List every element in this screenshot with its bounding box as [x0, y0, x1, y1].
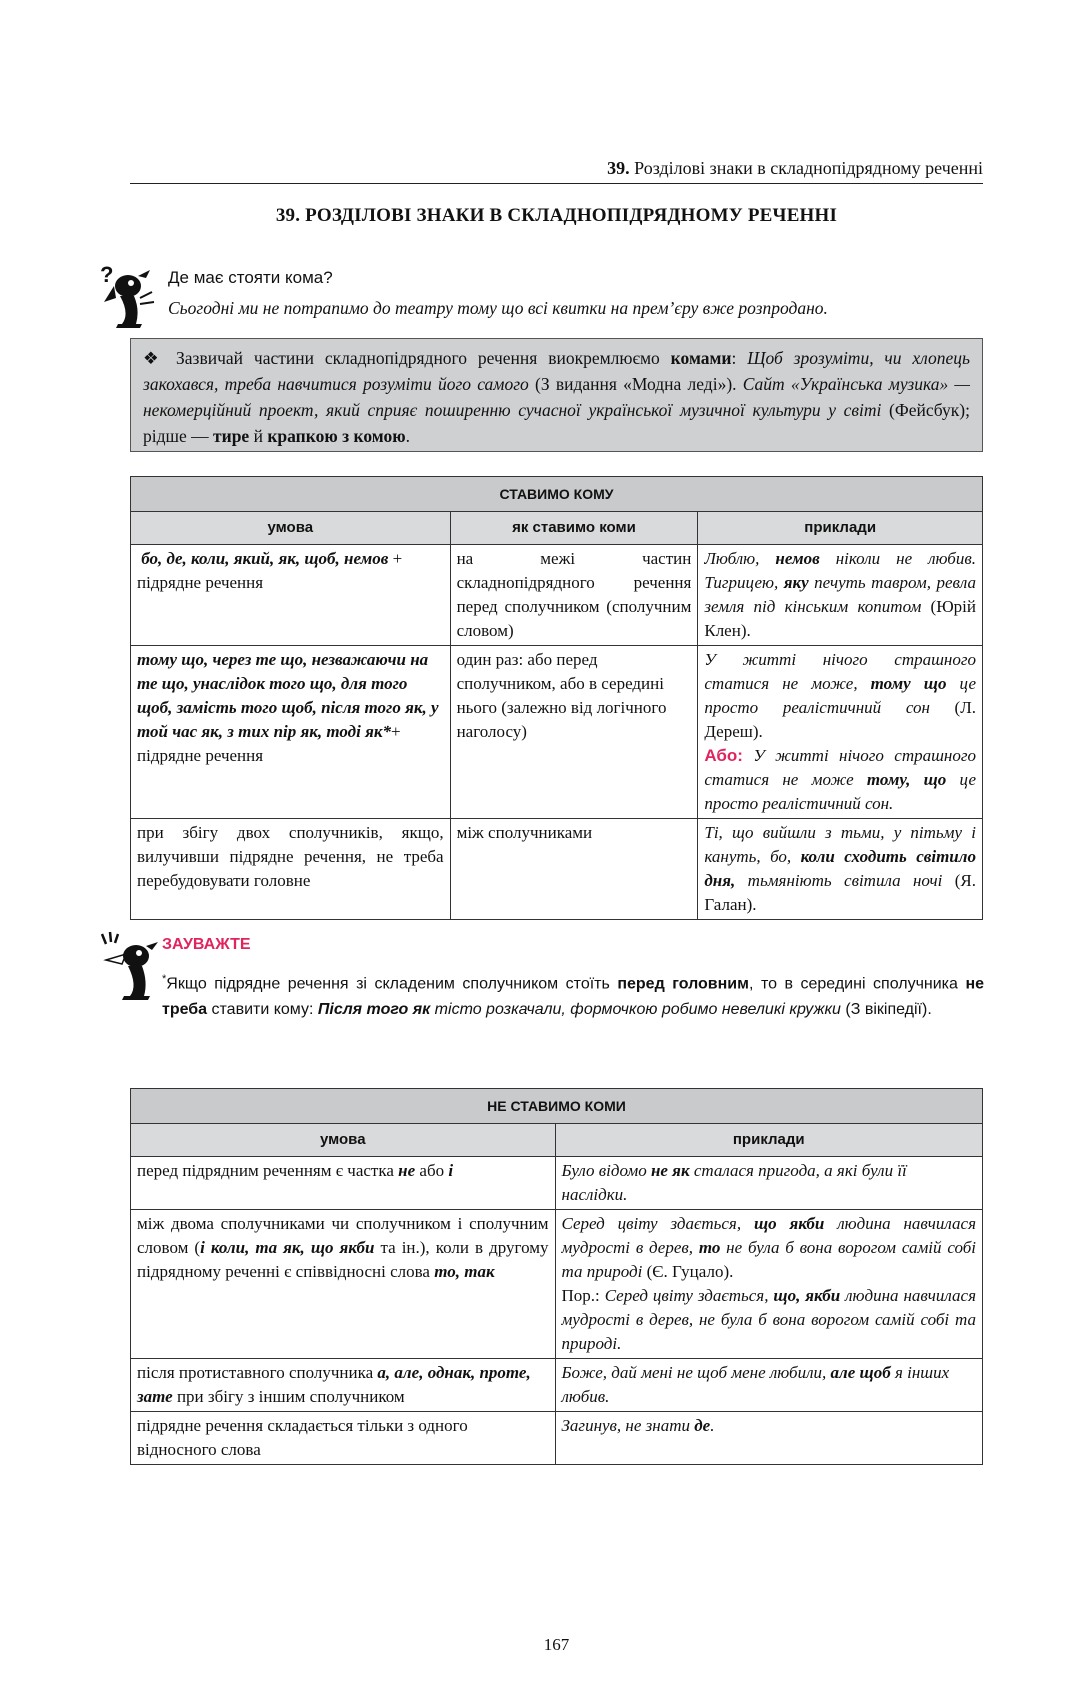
example-text: печуть тавром, ревла земля під кінським копитом — [704, 573, 976, 616]
conjunctions: і коли, та як, що якби — [200, 1238, 375, 1257]
note-bold: перед головним — [617, 975, 749, 993]
example-bold: коли сходить світило дня, — [704, 847, 976, 890]
example-cell — [555, 1210, 982, 1359]
example-text: це просто реалістичний сон — [704, 674, 977, 717]
example-text: тьмяніють світила ночі — [735, 871, 943, 890]
column-header: приклади — [698, 512, 983, 545]
condition-cell: при збігу двох сполучників, якщо, вилучивши підрядне речення, не треба перебудовувати головне — [131, 819, 451, 920]
column-header: приклади — [555, 1124, 982, 1157]
condition-cell — [131, 545, 451, 646]
table-row — [131, 1412, 983, 1465]
particle: не — [398, 1161, 416, 1180]
running-head-text: Розділові знаки в складнопідрядному реченні — [629, 158, 983, 178]
particle: і — [448, 1161, 454, 1180]
note-italic: тісто розкачали, формочкою робимо невеликі кружки — [430, 1001, 841, 1019]
how-cell: між сполучниками — [450, 819, 698, 920]
example-bold: немов — [775, 549, 820, 568]
example-text: ніколи не любив. Тигрицею, — [704, 549, 976, 592]
table-row — [131, 1359, 983, 1412]
rule-box — [130, 338, 983, 452]
example-bold: тому, що — [866, 770, 947, 789]
example-text: Загинув, не знати — [561, 1416, 695, 1435]
column-header: умова — [131, 512, 451, 545]
example-text: Ті, що вийшли з тьми, у пітьму і кануть, бо, — [704, 823, 976, 866]
question-prompt: Де має стояти кома? — [168, 268, 333, 287]
example-source: (Я. Галан). — [704, 871, 977, 914]
example-text: сталася пригода, а які були її наслідки. — [561, 1161, 907, 1204]
condition-text: при збігу з іншим сполучником — [172, 1387, 405, 1406]
column-header: умова — [131, 1124, 556, 1157]
example-cell — [555, 1412, 982, 1465]
table-row — [131, 1157, 983, 1210]
example-text: Люблю, — [704, 549, 776, 568]
condition-cell — [131, 1157, 556, 1210]
example-text: Серед цвіту здається, — [561, 1214, 754, 1233]
compare-label: Пор.: — [561, 1286, 600, 1305]
example-bold: де — [694, 1416, 711, 1435]
rule-source: (З видання «Модна леді»). — [528, 374, 743, 394]
rule-example: Сайт «Українська музика» — некомерційний проект, який сприяє поширенню сучасної української музичної культури у світі — [143, 374, 970, 420]
condition-cell — [131, 1210, 556, 1359]
note-bold: не треба — [162, 975, 985, 1019]
example-cell — [698, 545, 983, 646]
example-bold: то — [698, 1238, 721, 1257]
or-label: Або: — [704, 746, 743, 765]
rule-bold: комами — [670, 348, 732, 368]
example-cell — [698, 646, 983, 819]
table-row — [131, 646, 983, 819]
example-source: (Л. Дереш). — [704, 698, 976, 741]
example-bold: не як — [650, 1161, 690, 1180]
rule-example: Щоб зрозуміти, чи хлопець закохався, треба навчитися розуміти його самого — [143, 348, 970, 394]
example-source: (Юрій Клен). — [704, 597, 976, 640]
example-text: Боже, дай мені не щоб мене любили, — [561, 1363, 831, 1382]
table-row — [131, 545, 983, 646]
conjunctions: тому що, через те що, незважаючи на те що, унаслідок того що, для того щоб, замість того щоб, після того як, у той час як, з тих пір як, тоді як* — [137, 650, 439, 741]
question-sentence: Сьогодні ми не потрапимо до театру тому що всі квитки на прем’єру вже розпродано. — [168, 298, 828, 318]
table-put-comma — [130, 476, 983, 920]
condition-text: після протиставного сполучника — [137, 1363, 378, 1382]
thinking-bird-icon — [100, 262, 160, 330]
condition-text: перед підрядним реченням є частка — [137, 1161, 399, 1180]
rule-text: . — [405, 426, 410, 446]
how-cell: на межі частин складнопідрядного речення перед сполучником (сполучним словом) — [450, 545, 698, 646]
example-text: У житті нічого страшного статися не може, — [704, 650, 976, 693]
example-bold: що якби — [753, 1214, 825, 1233]
example-text: не була б вона ворогом самій собі та природі — [561, 1238, 976, 1281]
footnote-star: * — [162, 973, 167, 985]
diamond-bullet-icon: ❖ — [143, 348, 166, 368]
example-text: Серед цвіту здається, — [599, 1286, 774, 1305]
example-cell — [555, 1359, 982, 1412]
svg-text:?: ? — [100, 262, 114, 287]
correlative-words: то, так — [434, 1262, 495, 1281]
exclaiming-bird-icon — [100, 930, 166, 1004]
example-bold: яку — [783, 573, 809, 592]
example-cell — [698, 819, 983, 920]
running-head-number: 39. — [607, 158, 630, 178]
example-source: (Є. Гуцало). — [642, 1262, 734, 1281]
table-row — [131, 1210, 983, 1359]
example-text: У житті нічого страшного статися не може — [704, 746, 976, 789]
conjunctions: бо, де, коли, який, як, щоб, немов — [141, 549, 389, 568]
note-title: ЗАУВАЖТЕ — [162, 936, 251, 953]
note-part: , то в середині сполучника — [748, 975, 966, 993]
example-bold: але щоб — [830, 1363, 891, 1382]
note-bold-italic: Після того як — [317, 1001, 431, 1019]
conjunctions: а, але, однак, проте, зате — [137, 1363, 531, 1406]
example-text: Було відомо — [561, 1161, 651, 1180]
rule-bold: крапкою з комою — [267, 426, 406, 446]
condition-text: + підрядне речення — [137, 722, 401, 765]
table-title: СТАВИМО КОМУ — [131, 477, 983, 512]
example-text: . — [710, 1416, 715, 1435]
column-header: як ставимо коми — [450, 512, 698, 545]
rule-text: Зазвичай частини складнопідрядного речення виокремлюємо — [165, 348, 671, 368]
rule-text: : — [731, 348, 748, 368]
page-number: 167 — [543, 1635, 570, 1654]
table-no-comma — [130, 1088, 983, 1465]
condition-cell — [131, 646, 451, 819]
rule-source: (Фейсбук); рідше — — [143, 400, 970, 446]
condition-text: або — [415, 1161, 449, 1180]
running-head — [130, 158, 983, 184]
note-text — [162, 966, 984, 1023]
condition-cell — [131, 1359, 556, 1412]
note-source: (З вікіпедії). — [840, 1001, 932, 1019]
table-row — [131, 819, 983, 920]
condition-text: + підрядне речення — [137, 549, 403, 592]
condition-text: та ін.), коли в другому підрядному реченні є співвідносні слова — [137, 1238, 549, 1281]
how-cell: один раз: або перед сполучником, або в середині нього (залежно від логічного наголосу) — [450, 646, 698, 819]
page-title: 39. РОЗДІЛОВІ ЗНАКИ В СКЛАДНОПІДРЯДНОМУ РЕЧЕННІ — [275, 205, 838, 226]
example-text: людина навчилася мудрості в дерев, не була б вона ворогом самій собі та природі. — [561, 1286, 976, 1353]
table-title: НЕ СТАВИМО КОМИ — [131, 1089, 983, 1124]
rule-text: й — [249, 426, 268, 446]
example-text: я інших любив. — [561, 1363, 950, 1406]
condition-cell: підрядне речення складається тільки з одного відносного слова — [131, 1412, 556, 1465]
example-bold: тому що — [870, 674, 947, 693]
note-part: Якщо підрядне речення зі складеним сполучником стоїть — [166, 975, 618, 993]
rule-bold: тире — [213, 426, 250, 446]
condition-text: між двома сполучниками чи сполучником і сполучним словом ( — [137, 1214, 549, 1257]
note-part: ставити кому: — [207, 1001, 318, 1019]
example-bold: що, якби — [773, 1286, 841, 1305]
example-text: це просто реалістичний сон. — [704, 770, 977, 813]
example-cell — [555, 1157, 982, 1210]
example-text: людина навчилася мудрості в дерев, — [561, 1214, 976, 1257]
